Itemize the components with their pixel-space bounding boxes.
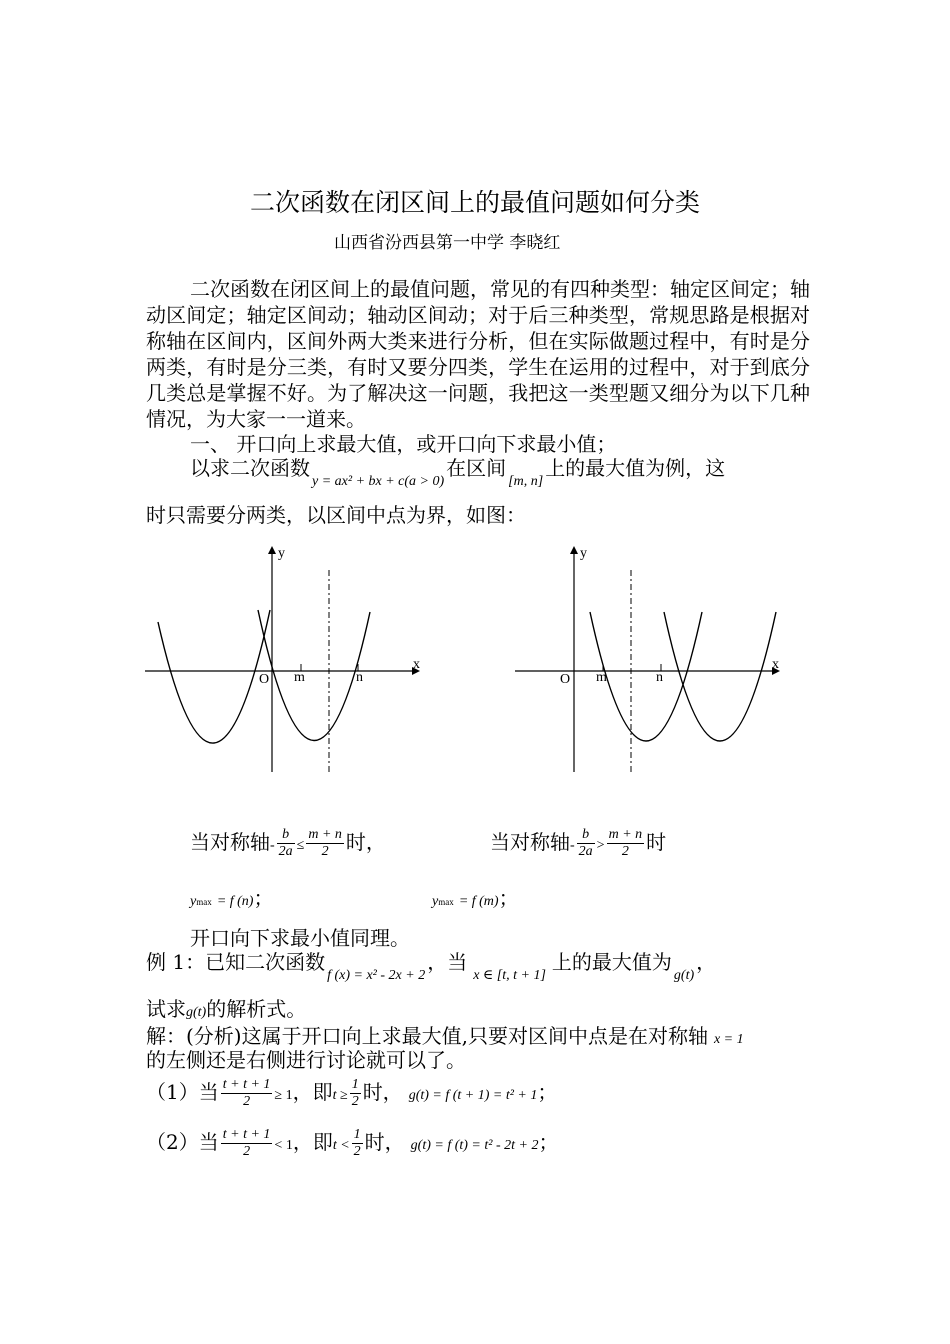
denominator: 2 [351, 1094, 359, 1109]
result-formula: g(t) = f (t + 1) = t² + 1 [408, 1088, 538, 1103]
solution-case-2 [146, 1126, 558, 1160]
denominator: 2a [278, 844, 293, 859]
minus-sign: - [570, 838, 575, 853]
author-line: 山西省汾西县第一中学 李晓红 [334, 233, 561, 253]
relation: > [596, 838, 605, 853]
g-of-t: g(t) [673, 968, 695, 983]
minus-sign: - [270, 838, 275, 853]
text-segment: （2）当 [146, 1130, 219, 1154]
case-left-result [190, 882, 273, 911]
fraction-midpoint [221, 1127, 273, 1160]
condition: t ≥ [332, 1088, 348, 1103]
quadratic-formula: y = ax² + bx + c(a > 0) [312, 474, 445, 489]
label-origin: O [560, 672, 571, 687]
function-formula: f (x) = x² - 2x + 2 [327, 968, 426, 983]
text-segment: 上的最大值为例，这 [545, 456, 726, 480]
case-right-condition [490, 826, 666, 860]
fraction-half [350, 1077, 361, 1110]
label-y: y [580, 546, 587, 561]
label-n: n [356, 670, 363, 685]
numerator: t + t + 1 [222, 1077, 271, 1092]
solution-line-2: 的左侧还是右侧进行讨论就可以了。 [146, 1048, 466, 1072]
example-line-2 [146, 993, 306, 1022]
y-axis-arrow [570, 546, 578, 554]
result-formula: g(t) = f (t) = t² - 2t + 2 [410, 1138, 539, 1153]
numerator: m + n [308, 827, 342, 842]
denominator: 2 [353, 1144, 361, 1159]
text-segment: ； [537, 1080, 558, 1104]
denominator: 2 [243, 1144, 251, 1159]
denominator: 2 [321, 844, 329, 859]
solution-case-1 [146, 1076, 557, 1110]
text-segment: 当对称轴 [190, 830, 270, 854]
section-1-line-1 [190, 452, 726, 489]
text-segment: 例 1：已知二次函数 [146, 950, 326, 974]
numerator: m + n [608, 827, 643, 842]
range-formula: x ∈ [t, t + 1] [473, 968, 546, 983]
fraction-b-2a [277, 827, 295, 860]
numerator: b [577, 827, 595, 844]
text-segment: ，即 [292, 1130, 333, 1154]
relation: ≤ [296, 838, 305, 853]
text-segment: ； [538, 1130, 559, 1154]
max-subscript: max [438, 897, 454, 907]
fraction-b-2a [577, 827, 595, 860]
denominator: 2 [621, 844, 629, 859]
text-segment: 时， [364, 1130, 405, 1154]
text-segment: 时 [646, 830, 667, 854]
page-title: 二次函数在闭区间上的最值问题如何分类 [249, 188, 700, 217]
text-segment: 的解析式。 [206, 997, 307, 1021]
text-segment: ， [696, 950, 717, 974]
label-m: m [294, 670, 305, 685]
text-segment: ； [253, 886, 274, 910]
interval-mn: [m, n] [508, 474, 544, 489]
intro-paragraph: 二次函数在闭区间上的最值问题，常见的有四种类型：轴定区间定；轴动区间定；轴定区间动；轴动区间动；对于后三种类型，常规思路是根据对称轴在区间内，区间外两大类来进行分析，但在实际做题过程中，有时是分两类，有时是分三类，有时又要分四类，学生在运用的过程中，对于到底分几类总是掌握不好。为了解决这一问题，我把这一类型题又细分为以下几种情况，为大家一一道来。 [146, 277, 810, 431]
parabola-2 [258, 610, 370, 741]
text-segment: ，即 [292, 1080, 333, 1104]
parabola-1 [158, 610, 270, 743]
axis-formula: x = 1 [713, 1032, 744, 1047]
y-symbol: y [432, 894, 439, 909]
fraction-half [352, 1127, 363, 1160]
numerator: 1 [351, 1077, 359, 1092]
relation: ≥ 1 [274, 1088, 293, 1103]
text-segment: 试求 [146, 997, 186, 1021]
parabola-2 [664, 612, 776, 741]
text-segment: 时， [362, 1080, 403, 1104]
text-segment: 当对称轴 [490, 830, 570, 854]
text-segment: 上的最大值为 [551, 950, 672, 974]
result-formula: = f (m) [458, 894, 499, 909]
case-left-condition [190, 826, 386, 860]
section-1-heading: 一、 开口向上求最大值，或开口向下求最小值； [190, 432, 617, 456]
denominator: 2a [578, 844, 593, 859]
relation: < 1 [274, 1138, 293, 1153]
case-right-result [432, 882, 519, 911]
text-segment: ； [498, 886, 519, 910]
max-subscript: max [196, 897, 212, 907]
graph-right [510, 540, 800, 780]
label-y: y [278, 546, 285, 561]
numerator: t + t + 1 [222, 1127, 271, 1142]
y-axis-arrow [268, 546, 276, 554]
denominator: 2 [243, 1094, 251, 1109]
label-x: x [772, 657, 779, 672]
similar-note: 开口向下求最小值同理。 [190, 926, 410, 950]
label-x: x [413, 657, 420, 672]
numerator: 1 [353, 1127, 361, 1142]
text-segment: 时， [345, 830, 386, 854]
condition: t < [332, 1138, 350, 1153]
fraction-mn-2 [607, 827, 645, 860]
y-symbol: y [190, 894, 197, 909]
result-formula: = f (n) [216, 894, 254, 909]
text-segment: 解：(分析)这属于开口向上求最大值,只要对区间中点是在对称轴 [146, 1024, 708, 1048]
label-n: n [656, 670, 663, 685]
fraction-midpoint [221, 1077, 273, 1110]
label-origin: O [259, 672, 270, 687]
section-1-line-2: 时只需要分两类，以区间中点为界，如图： [146, 503, 526, 527]
label-m: m [596, 670, 607, 685]
text-segment: （1）当 [146, 1080, 219, 1104]
numerator: b [277, 827, 295, 844]
text-segment: ，当 [427, 950, 468, 974]
text-segment: 以求二次函数 [190, 456, 310, 480]
graph-left [140, 540, 430, 780]
g-of-t: g(t) [186, 1005, 207, 1020]
fraction-mn-2 [306, 827, 344, 860]
text-segment: 在区间 [446, 456, 507, 480]
